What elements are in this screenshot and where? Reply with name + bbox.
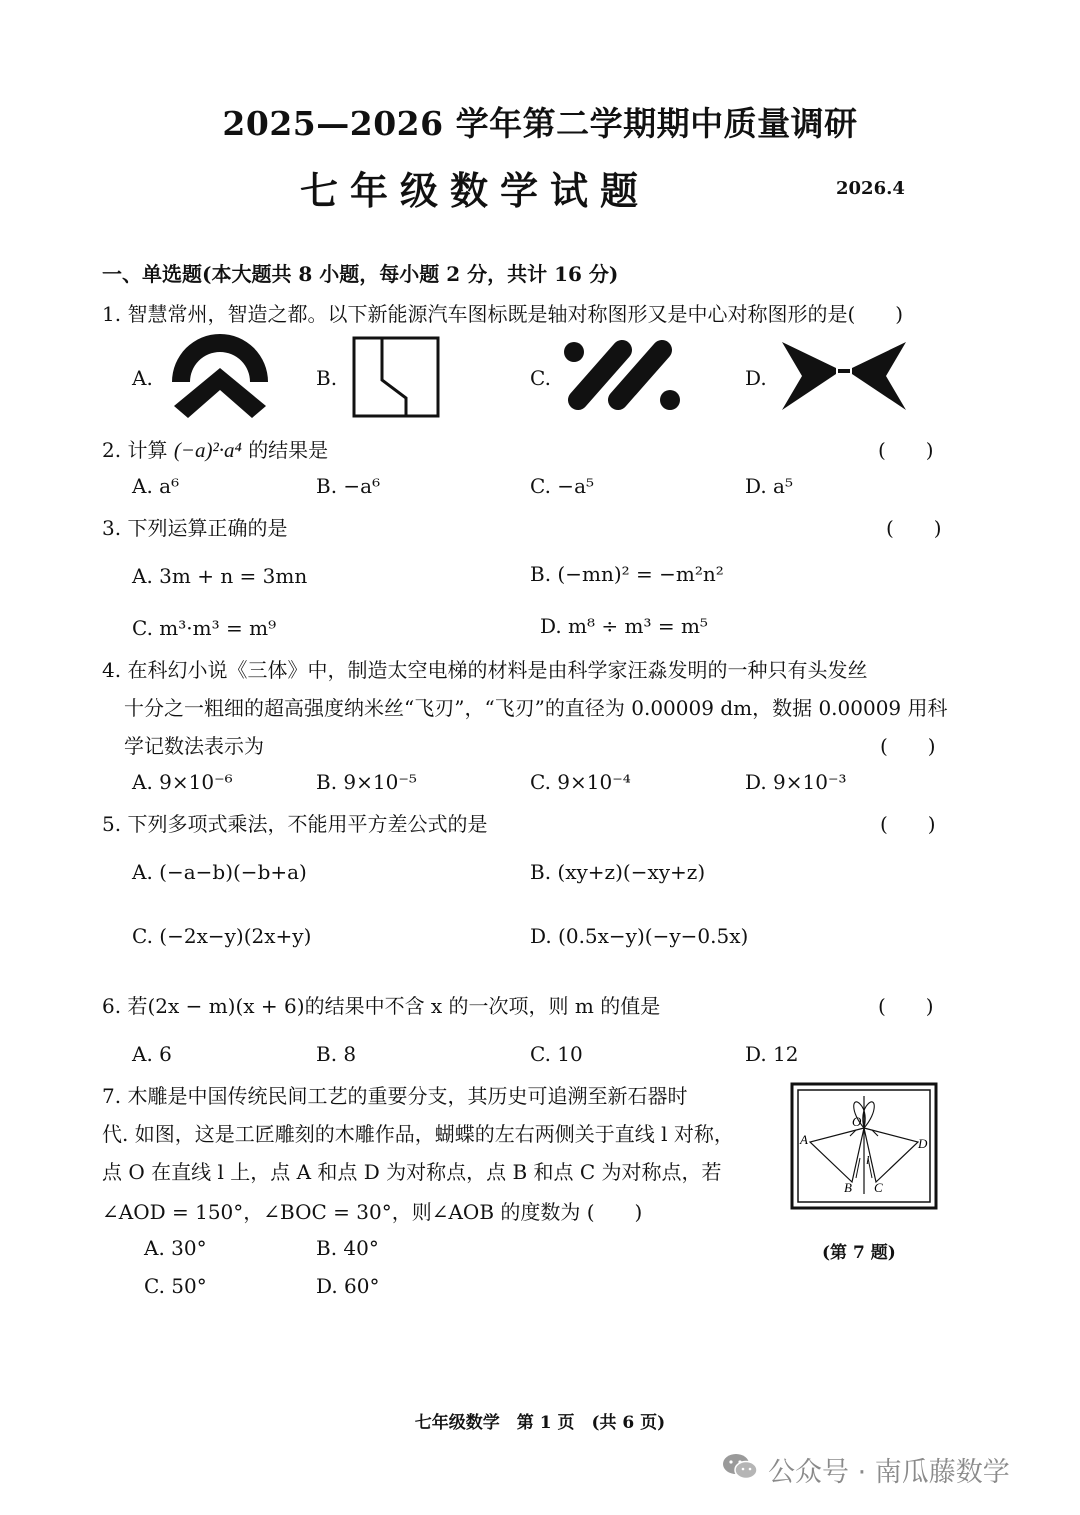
- q3-stem: 3. 下列运算正确的是: [102, 516, 288, 540]
- q5-option-b: B. (xy+z)(−xy+z): [530, 860, 706, 884]
- figure-label-d: D: [918, 1136, 928, 1151]
- wechat-icon: [722, 1452, 758, 1486]
- q6-answer-paren: ( ): [878, 994, 934, 1018]
- q2-stem-post: 的结果是: [248, 438, 329, 462]
- q2-stem-math: (−a)²·a⁴: [173, 438, 242, 462]
- q6-option-c: C. 10: [530, 1042, 583, 1066]
- q2-option-b: B. −a⁶: [316, 474, 381, 498]
- q2-answer-paren: ( ): [878, 438, 934, 462]
- q2-option-d: D. a⁵: [745, 474, 793, 498]
- q5-option-c: C. (−2x−y)(2x+y): [132, 924, 312, 948]
- q4-option-a: A. 9×10⁻⁶: [132, 770, 233, 794]
- q4-stem-line3: 学记数法表示为: [124, 734, 264, 758]
- q7-woodcarving-figure: [790, 1082, 938, 1210]
- q5-answer-paren: ( ): [880, 812, 936, 836]
- figure-label-b: B: [844, 1180, 852, 1195]
- q6-option-a: A. 6: [132, 1042, 172, 1066]
- q2-stem: [102, 434, 328, 463]
- q3-answer-paren: ( ): [886, 516, 942, 540]
- section-heading: 一、单选题(本大题共 8 小题，每小题 2 分，共计 16 分): [102, 262, 619, 286]
- q1-option-c-label: C.: [530, 366, 551, 390]
- q7-option-a: A. 30°: [144, 1236, 207, 1260]
- figure-label-a: A: [800, 1132, 808, 1147]
- q3-option-b: B. (−mn)² = −m²n²: [530, 562, 724, 586]
- q4-option-b: B. 9×10⁻⁵: [316, 770, 417, 794]
- q7-option-c: C. 50°: [144, 1274, 207, 1298]
- q7-figure-caption: (第 7 题): [822, 1243, 896, 1263]
- arch-chevron-logo-icon: [166, 332, 274, 420]
- square-fold-logo-icon: [352, 336, 440, 418]
- q1-option-d-label: D.: [745, 366, 767, 390]
- q4-stem-line1: 4. 在科幻小说《三体》中，制造太空电梯的材料是由科学家汪淼发明的一种只有头发丝: [102, 658, 868, 682]
- figure-label-c: C: [874, 1180, 883, 1195]
- x-wings-logo-icon: [780, 340, 908, 412]
- q4-answer-paren: ( ): [880, 734, 936, 758]
- watermark-text: 公众号 · 南瓜藤数学: [768, 1457, 1010, 1488]
- q7-option-d: D. 60°: [316, 1274, 380, 1298]
- q2-stem-pre: 2. 计算: [102, 438, 168, 462]
- q2-option-c: C. −a⁵: [530, 474, 595, 498]
- q3-option-a: A. 3m + n = 3mn: [132, 564, 308, 588]
- q4-stem-line2: 十分之一粗细的超高强度纳米丝“飞刃”，“飞刃”的直径为 0.00009 dm，数据 0.00009 用科: [124, 696, 948, 720]
- q3-option-d: D. m⁸ ÷ m³ = m⁵: [540, 614, 708, 638]
- q1-option-a-label: A.: [132, 366, 153, 390]
- q7-stem-line4: ∠AOD = 150°，∠BOC = 30°，则∠AOB 的度数为 ( ): [102, 1200, 643, 1224]
- q6-stem: 6. 若(2x − m)(x + 6)的结果中不含 x 的一次项，则 m 的值是: [102, 994, 661, 1018]
- q7-stem-line3: 点 O 在直线 l 上，点 A 和点 D 为对称点，点 B 和点 C 为对称点，若: [102, 1160, 722, 1184]
- q2-option-a: A. a⁶: [132, 474, 180, 498]
- q5-stem: 5. 下列多项式乘法，不能用平方差公式的是: [102, 812, 488, 836]
- q1-option-b-label: B.: [316, 366, 338, 390]
- figure-label-o: O: [852, 1114, 862, 1129]
- q1-stem: 1. 智慧常州，智造之都。以下新能源汽车图标既是轴对称图形又是中心对称图形的是( ): [102, 302, 904, 326]
- q6-option-d: D. 12: [745, 1042, 799, 1066]
- q4-option-d: D. 9×10⁻³: [745, 770, 847, 794]
- q7-option-b: B. 40°: [316, 1236, 379, 1260]
- q5-option-d: D. (0.5x−y)(−y−0.5x): [530, 924, 749, 948]
- q7-stem-line2: 代. 如图，这是工匠雕刻的木雕作品，蝴蝶的左右两侧关于直线 l 对称，: [102, 1122, 734, 1146]
- slash-bars-logo-icon: [560, 338, 684, 412]
- q3-option-c: C. m³·m³ = m⁹: [132, 616, 277, 640]
- q4-option-c: C. 9×10⁻⁴: [530, 770, 631, 794]
- exam-title-line2: 七年级数学试题: [300, 168, 651, 213]
- q6-option-b: B. 8: [316, 1042, 357, 1066]
- exam-title-line1: 2025—2026 学年第二学期期中质量调研: [222, 104, 858, 143]
- figure-label-l: l: [866, 1153, 870, 1167]
- exam-date: 2026.4: [836, 178, 905, 199]
- page-footer: 七年级数学 第 1 页 (共 6 页): [414, 1413, 666, 1433]
- q7-stem-line1: 7. 木雕是中国传统民间工艺的重要分支，其历史可追溯至新石器时: [102, 1084, 688, 1108]
- q5-option-a: A. (−a−b)(−b+a): [132, 860, 307, 884]
